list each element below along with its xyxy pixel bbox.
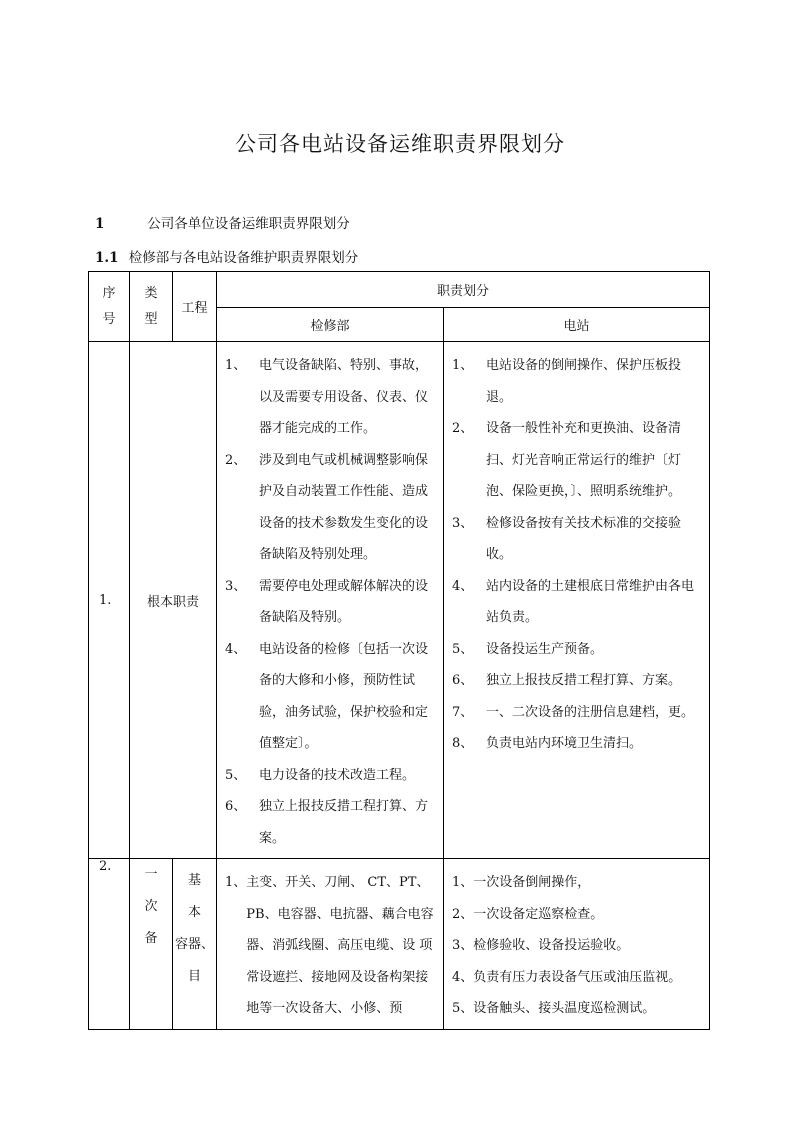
list-item: 3、 检修设备按有关技术标准的交接验收。 xyxy=(452,515,682,562)
header-maintenance-dept: 检修部 xyxy=(217,308,444,342)
list-item: 1、 一次设备倒闸操作， xyxy=(452,875,591,890)
list-item: 2、 涉及到电气或机械调整影响保护及自动装置工作性能、造成设备的技术参数发生变化的设备缺陷及特别处理。 xyxy=(225,452,429,562)
table-header-row xyxy=(89,272,710,308)
list-item: 2、 一次设备定巡察检查。 xyxy=(452,906,604,922)
list-item: 8、 负责电站内环境卫生清扫。 xyxy=(452,736,643,751)
row-seq: 2. xyxy=(89,859,130,1030)
row-seq: 1. xyxy=(89,342,130,859)
row-project: 基 本 容器、 目 xyxy=(173,859,217,1030)
section-text: 公司各单位设备运维职责界限划分 xyxy=(147,216,350,232)
maintenance-duties xyxy=(217,342,444,859)
list-item: 4、 电站设备的检修〔包括一次设备的大修和小修，预防性试验，油务试验，保护校验和定值整定〕。 xyxy=(225,641,429,751)
maintenance-duties xyxy=(217,859,444,1030)
section-number: 1.1 xyxy=(95,250,119,266)
list-item: 1、 主变、开关、刀闸、 CT、PT、PB、电容器、电抗器、藕合电容器、消弧线圈、高压电缆、设 项常设遮拦、接地网及设备构架接地等一次设备大、小修、预 xyxy=(225,875,434,1016)
list-item: 2、 设备一般性补充和更换油、设备清扫、灯光音响正常运行的维护〔灯泡、保险更换，〕、照明系统维护。 xyxy=(452,421,682,499)
document-title: 公司各电站设备运维职责界限划分 xyxy=(235,132,565,156)
list-item: 5、 设备投运生产预备。 xyxy=(452,641,604,657)
header-station: 电站 xyxy=(444,308,710,342)
section-text: 检修部与各电站设备维护职责界限划分 xyxy=(128,250,359,266)
list-item: 6、 独立上报技反措工程打算、方案。 xyxy=(225,799,429,846)
list-item: 4、 站内设备的土建根底日常维护由各电站负责。 xyxy=(452,578,695,625)
list-item: 3、 需要停电处理或解体解决的设备缺陷及特别。 xyxy=(225,578,429,625)
header-seq: 序 号 xyxy=(89,272,130,342)
section-heading-1 xyxy=(95,212,350,232)
table-row xyxy=(89,342,710,859)
row-type: 根本职责 xyxy=(130,342,217,859)
header-type: 类 型 xyxy=(130,272,173,342)
station-duties xyxy=(444,859,710,1030)
table-row xyxy=(89,859,710,1030)
list-item: 3、 检修验收、设备投运验收。 xyxy=(452,938,630,953)
list-item: 4、 负责有压力表设备气压或油压监视。 xyxy=(452,969,682,985)
duty-division-table xyxy=(88,271,710,1030)
list-item: 6、 独立上报技反措工程打算、方案。 xyxy=(452,673,682,688)
row-type: 一 次 备 xyxy=(130,859,173,1030)
list-item: 5、 设备触头、接头温度巡检测试。 xyxy=(452,1001,656,1016)
section-number: 1 xyxy=(95,216,105,232)
station-duties xyxy=(444,342,710,859)
list-item: 1、 电气设备缺陷、特别、事故，以及需要专用设备、仪表、仪器才能完成的工作。 xyxy=(225,358,429,436)
list-item: 5、 电力设备的技术改造工程。 xyxy=(225,767,416,783)
list-item: 7、 一、二次设备的注册信息建档，更。 xyxy=(452,704,695,720)
list-item: 1、 电站设备的倒闸操作、保护压板投退。 xyxy=(452,358,682,405)
section-heading-1-1 xyxy=(95,246,358,266)
header-duty: 职责划分 xyxy=(217,272,710,308)
header-project: 工程 xyxy=(173,272,217,342)
